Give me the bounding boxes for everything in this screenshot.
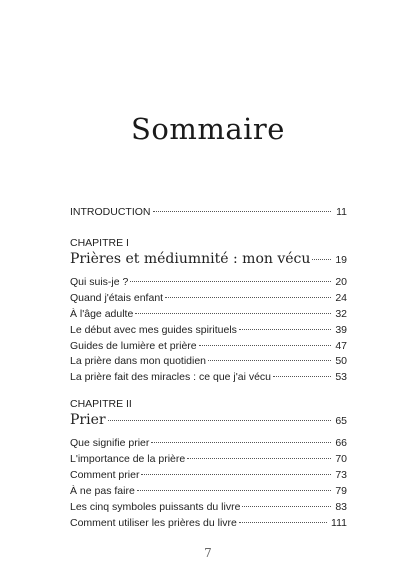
toc-entry [70, 355, 347, 368]
dot-leader [273, 376, 331, 377]
toc-entry-page: 47 [335, 340, 347, 352]
toc-entry-page: 73 [335, 469, 347, 481]
toc-entry [70, 308, 347, 321]
toc-entry-page: 70 [335, 453, 347, 465]
dot-leader [312, 259, 331, 260]
dot-leader [199, 345, 331, 346]
chapter-1-label: CHAPITRE I [70, 237, 129, 249]
toc-entry [70, 453, 347, 466]
dot-leader [141, 474, 331, 475]
toc-entry-label: Guides de lumière et prière [70, 340, 197, 352]
toc-entry [70, 292, 347, 305]
toc-entry-label: Comment prier [70, 469, 140, 481]
dot-leader [239, 522, 327, 523]
dot-leader [187, 458, 331, 459]
toc-entry-page: 53 [335, 371, 347, 383]
toc-entry [70, 276, 347, 289]
toc-entry [70, 437, 347, 450]
chapter-1-title: Prières et médiumnité : mon vécu [70, 251, 311, 267]
toc-entry-label: INTRODUCTION [70, 206, 151, 218]
toc-entry-page: 50 [335, 355, 347, 367]
toc-entry-page: 79 [335, 485, 347, 497]
dot-leader [165, 297, 331, 298]
chapter-1-page: 19 [335, 254, 347, 266]
toc-entry-label: Que signifie prier [70, 437, 150, 449]
chapter-2-title: Prier [70, 412, 106, 428]
toc-entry-page: 20 [335, 276, 347, 288]
toc-entry-label: L'importance de la prière [70, 453, 186, 465]
toc-entry-page: 83 [335, 501, 347, 513]
toc-entry-label: Comment utiliser les prières du livre [70, 517, 237, 529]
toc-entry-label: À ne pas faire [70, 485, 135, 497]
dot-leader [239, 329, 331, 330]
toc-entry [70, 501, 347, 514]
chapter-2-label: CHAPITRE II [70, 398, 132, 410]
toc-entry-label: Quand j'étais enfant [70, 292, 164, 304]
toc-entry-page: 39 [335, 324, 347, 336]
toc-entry-label: La prière fait des miracles : ce que j'ai vécu [70, 371, 272, 383]
toc-entry [70, 485, 347, 498]
dot-leader [151, 442, 331, 443]
toc-entry-label: À l'âge adulte [70, 308, 134, 320]
dot-leader [108, 420, 331, 421]
toc-entry-label: Les cinq symboles puissants du livre [70, 501, 241, 513]
dot-leader [135, 313, 331, 314]
toc-entry-page: 32 [335, 308, 347, 320]
page-number: 7 [204, 546, 212, 560]
toc-entry [70, 340, 347, 353]
toc-entry-label: Qui suis-je ? [70, 276, 129, 288]
toc-entry-page: 11 [336, 206, 347, 218]
chapter-2-page: 65 [335, 415, 347, 427]
toc-entry-label: Le début avec mes guides spirituels [70, 324, 237, 336]
toc-entry-label: La prière dans mon quotidien [70, 355, 207, 367]
chapter-2-title-row [70, 412, 347, 430]
toc-entry-page: 24 [335, 292, 347, 304]
toc-entry [70, 469, 347, 482]
dot-leader [208, 360, 331, 361]
toc-entry [70, 517, 347, 530]
toc-entry [70, 371, 347, 384]
dot-leader [137, 490, 331, 491]
toc-entry [70, 324, 347, 337]
dot-leader [242, 506, 331, 507]
chapter-1-title-row [70, 251, 347, 269]
page-title: Sommaire [131, 112, 285, 146]
dot-leader [130, 281, 331, 282]
toc-entry-page: 111 [331, 517, 347, 529]
toc-entry-page: 66 [335, 437, 347, 449]
toc-entry-introduction [70, 206, 347, 219]
dot-leader [153, 211, 332, 212]
